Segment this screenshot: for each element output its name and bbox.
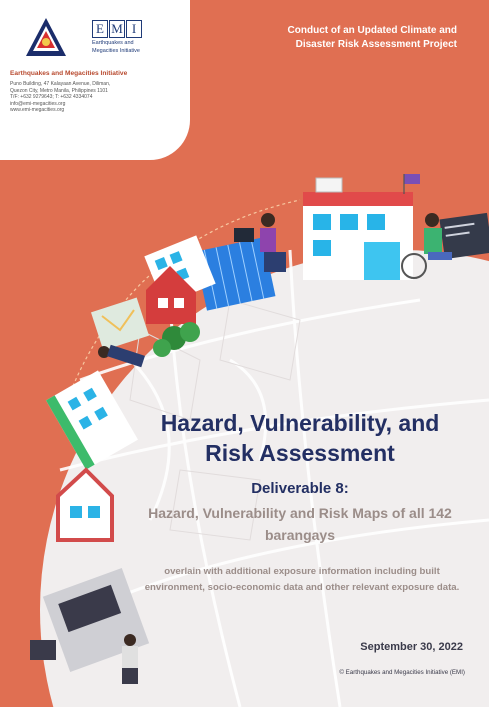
emi-letter: E [92, 20, 108, 38]
report-date: September 30, 2022 [360, 641, 463, 653]
map-sheet [91, 298, 149, 351]
organization-address [10, 81, 180, 114]
emi-letter: I [126, 20, 142, 38]
address-line: Puno Building, 47 Kalayaan Avenue, Diliman, [10, 81, 111, 87]
website-line: www.emi-megacities.org [10, 107, 65, 113]
person-reading [98, 345, 145, 368]
emi-letter: M [109, 20, 125, 38]
address-line: Quezon City, Metro Manila, Philippines 1101 [10, 87, 108, 94]
report-subtitle: Hazard, Vulnerability and Risk Maps of all 142 barangays [148, 505, 452, 543]
copyright-notice: © Earthquakes and Megacities Initiative (EMI) [339, 669, 465, 676]
seal-logo [24, 16, 68, 60]
person-bottom-left [122, 634, 138, 684]
deliverable-label: Deliverable 8: [251, 480, 349, 497]
emi-tagline-1: Earthquakes and [92, 40, 134, 46]
email-line: info@emi-megacities.org [10, 100, 66, 107]
emi-tagline-2: Megacities Initiative [92, 48, 140, 54]
organization-name: Earthquakes and Megacities Initiative [10, 70, 128, 77]
report-title: Hazard, Vulnerability, and Risk Assessment [160, 410, 440, 466]
phone-line: T/F: +632 9279643; T: +632 4334074 [10, 94, 93, 100]
header-card [0, 0, 190, 160]
report-description: overlain with additional exposure information including built environment, socio-economic data and other relevant exposure data. [144, 566, 460, 593]
project-title: Conduct of an Updated Climate and Disaster Risk Assessment Project [287, 25, 457, 50]
emi-logo [92, 20, 154, 60]
